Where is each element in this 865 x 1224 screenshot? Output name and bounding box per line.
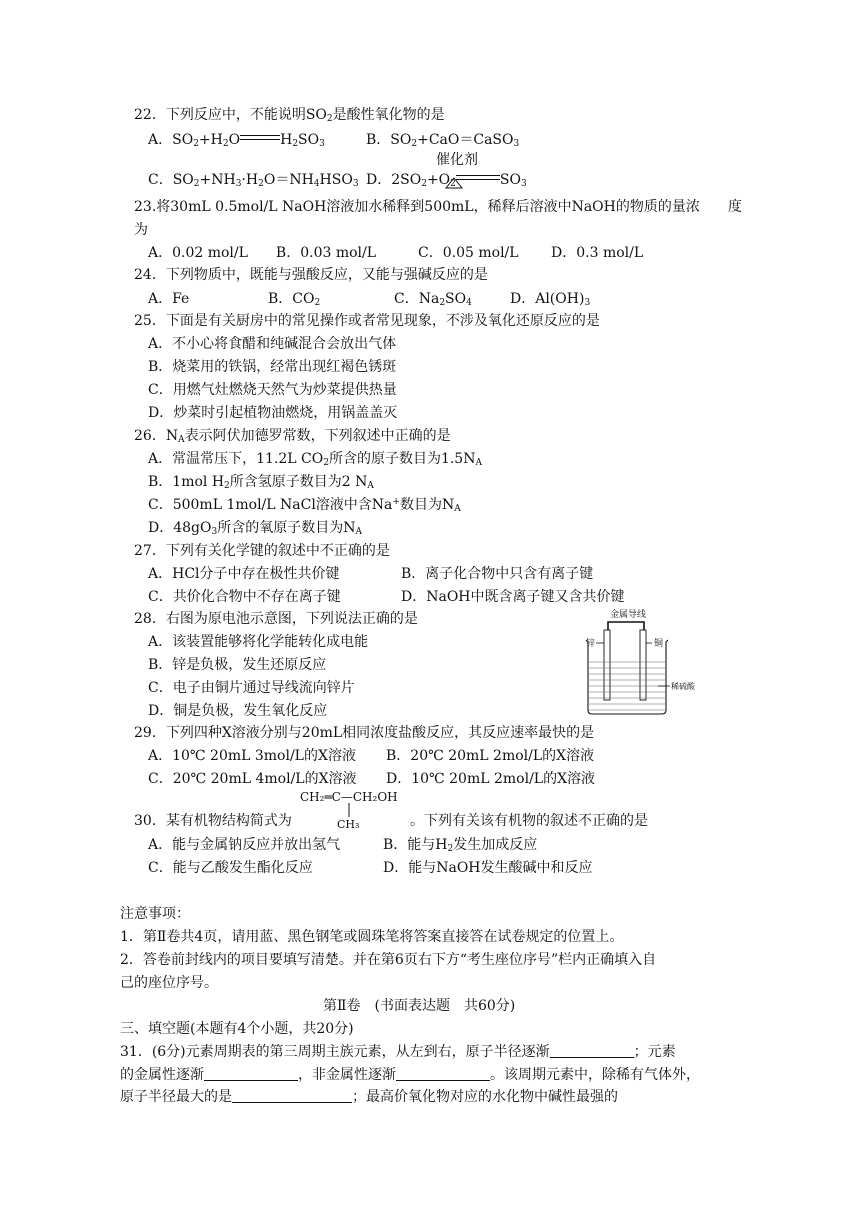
q30-stem-2: 。下列有关该有机物的叙述不正确的是 [410,813,648,829]
q26-option-a: A．常温常压下，11.2L $CO_2$所含的原子数目为$1.5N_A$ [148,451,482,468]
acid-label: 稀硫酸 [671,682,695,691]
q25-option-c: C．用燃气灶燃烧天然气为炒菜提供热量 [148,382,397,398]
q31-line-2: 的金属性逐渐 ，非金属性逐渐 。该周期元素中，除稀有气体外， [120,1067,700,1083]
q30-option-a: A．能与金属钠反应并放出氢气 [148,837,341,853]
q28-option-b: B．锌是负极，发生还原反应 [148,657,327,673]
q28-option-d: D．铜是负极，发生氧化反应 [148,703,328,719]
q29-option-c: C．20℃ 20mL 4mol/L的X溶液 [148,771,357,787]
q24-stem: 24．下列物质中，既能与强酸反应，又能与强碱反应的是 [134,267,488,283]
answer-blank[interactable] [204,1066,298,1081]
q22-option-d: D．$2SO_2+O_2$ $SO_3$ [366,172,527,189]
q24-option-b: B．$CO_2$ [268,291,321,308]
q28-option-a: A．该装置能够将化学能转化成电能 [148,634,369,650]
q29-stem: 29．下列四种X溶液分别与20mL相同浓度盐酸反应，其反应速率最快的是 [134,725,595,741]
section-title: 三、填空题(本题有4个小题，共20分) [120,1021,354,1037]
q23-stem-cont: 为 [134,222,148,238]
q24-option-a: A．Fe [148,291,190,307]
q27-stem: 27．下列有关化学键的叙述中不正确的是 [134,543,390,559]
formula-methyl: CH₃ [337,818,360,831]
q23-stem: 23.将30mL 0.5mol/L NaOH溶液加水稀释到500mL，稀释后溶液中NaOH的物质的量浓 度 [134,199,742,215]
q25-option-d: D．炒菜时引起植物油燃烧，用锅盖盖灭 [148,405,398,421]
q27-option-c: C．共价化合物中不存在离子键 [148,589,341,605]
q31-line-1: 31．(6分)元素周期表的第三周期主族元素，从左到右，原子半径逐渐 ；元素 [120,1044,676,1060]
q25-option-a: A．不小心将食醋和纯碱混合会放出气体 [148,336,397,352]
heat-triangle-icon [444,177,464,189]
q22-option-a: A．$SO_2+H_2O$ $H_2SO_3$ [148,132,325,149]
q29-option-a: A．10℃ 20mL 3mol/L的X溶液 [148,748,356,764]
q25-stem: 25．下面是有关厨房中的常见操作或者常见现象，不涉及氧化还原反应的是 [134,313,600,329]
q24-option-d: D．$Al(OH)_3$ [510,291,591,308]
q28-option-c: C．电子由铜片通过导线流向锌片 [148,680,355,696]
wire-label: 金属导线 [610,610,647,620]
galvanic-cell-figure [578,606,698,718]
answer-blank[interactable] [396,1066,490,1081]
q22-option-b: B．$SO_2+CaO=CaSO_3$ [366,132,520,149]
notes-title: 注意事项： [120,906,190,922]
note-2-cont: 己的座位序号。 [120,975,218,991]
q26-stem: 26．$N_A$表示阿伏加德罗常数，下列叙述中正确的是 [134,428,451,445]
q22-option-c: C．$SO_2+NH_3\cdot H_2O=NH_4HSO_3$ [148,172,359,189]
q24-option-c: C．$Na_2SO_4$ [394,291,472,308]
q26-option-d: D．$48gO_3$所含的氧原子数目为$N_A$ [148,520,362,537]
q23-options: A．0.02 mol/L B．0.03 mol/L C．0.05 mol/L D．0.3 mol/L [148,245,644,261]
q30-option-c: C．能与乙酸发生酯化反应 [148,860,313,876]
q29-option-d: D．10℃ 20mL 2mol/L的X溶液 [386,771,596,787]
part2-title: 第Ⅱ卷 (书面表达题 共60分) [323,998,516,1014]
q27-option-a: A．HCl分子中存在极性共价键 [148,566,340,582]
q28-stem: 28．右图为原电池示意图，下列说法正确的是 [134,611,418,627]
q30-option-d: D．能与NaOH发生酸碱中和反应 [383,860,593,876]
q29-option-b: B．20℃ 20mL 2mol/L的X溶液 [386,748,595,764]
q27-option-d: D．NaOH中既含离子键又含共价键 [401,589,625,605]
q22-stem: 22．下列反应中，不能说明$SO_2$是酸性氧化物的是 [134,107,445,124]
formula-main-chain: CH₂═C—CH₂OH [300,790,398,804]
q30-stem-1: 30．某有机物结构简式为 [134,813,292,829]
q26-option-c: C．500mL 1mol/L NaCl溶液中含Na+数目为$N_A$ [148,497,461,514]
q25-option-b: B．烧菜用的铁锅，经常出现红褐色锈斑 [148,359,397,375]
note-1: 1．第Ⅱ卷共4页，请用蓝、黑色钢笔或圆珠笔将答案直接答在试卷规定的位置上。 [120,929,624,945]
note-2: 2．答卷前封线内的项目要填写清楚。并在第6页右下方“考生座位序号”栏内正确填入自 [120,952,657,968]
q31-line-3: 原子半径最大的是 ；最高价氧化物对应的水化物中碱性最强的 [120,1089,618,1105]
reversible-arrow-icon [240,133,280,143]
catalyst-label: 催化剂 [436,152,478,168]
formula-bond [347,803,351,817]
q27-option-b: B．离子化合物中只含有离子键 [401,566,594,582]
zinc-label: 锌 [586,639,596,649]
copper-label: 铜 [654,639,664,649]
answer-blank[interactable] [550,1043,634,1058]
answer-blank[interactable] [232,1088,352,1103]
q30-option-b: B．能与$H_2$发生加成反应 [383,837,538,854]
q26-option-b: B．1mol $H_2$所含氢原子数目为2 $N_A$ [148,474,374,491]
